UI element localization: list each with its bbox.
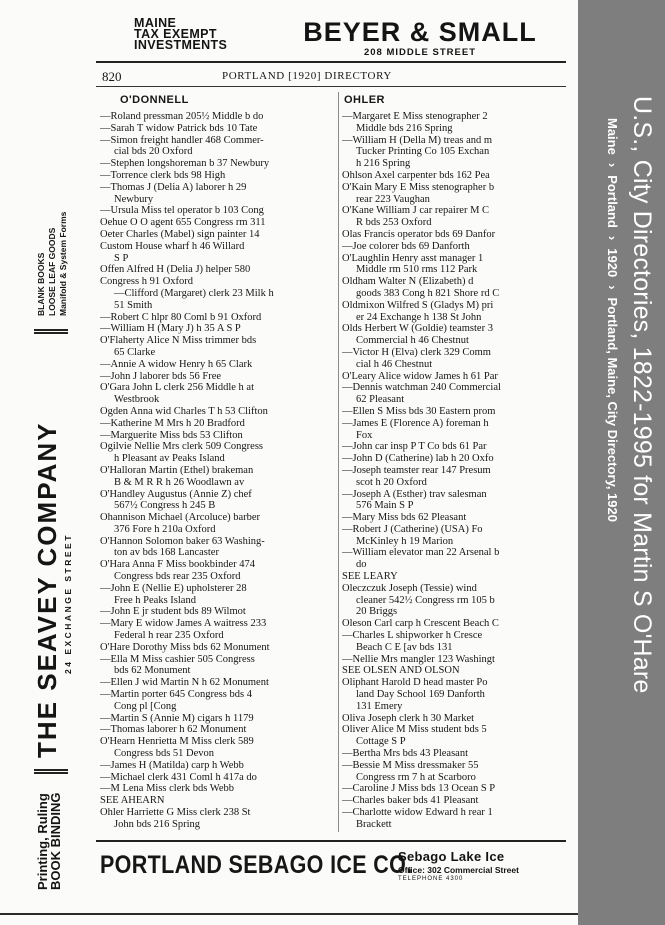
side-advertisement bbox=[28, 90, 88, 890]
directory-entry: Oeter Charles (Mabel) sign painter 14 bbox=[100, 228, 260, 240]
entry-continuation: 20 Briggs bbox=[356, 606, 398, 618]
breadcrumb bbox=[605, 118, 620, 522]
entry-continuation: Newbury bbox=[114, 193, 154, 205]
directory-entry: —Torrence clerk bds 98 High bbox=[100, 169, 226, 181]
directory-entry: Congress h 91 Oxford bbox=[100, 276, 194, 288]
entry-continuation: Commercial h 46 Chestnut bbox=[356, 335, 469, 347]
directory-entry: —William H (Mary J) h 35 A S P bbox=[100, 323, 241, 335]
right-column-entries bbox=[342, 111, 578, 831]
entry-continuation: 576 Main S P bbox=[356, 500, 414, 512]
directory-entry: —James E (Florence A) foreman h bbox=[342, 417, 489, 429]
entry-continuation: Middle rm 510 rms 112 Park bbox=[356, 264, 478, 276]
entry-continuation: Federal h rear 235 Oxford bbox=[114, 630, 224, 642]
directory-entry: —Annie A widow Henry h 65 Clark bbox=[100, 358, 253, 370]
side-ad-line: Manifold & System Forms bbox=[58, 211, 68, 316]
entry-continuation: cial h 46 Chestnut bbox=[356, 358, 433, 370]
directory-entry: Olds Herbert W (Goldie) teamster 3 bbox=[342, 323, 493, 335]
directory-entry: O'Laughlin Henry asst manager 1 bbox=[342, 252, 484, 264]
directory-entry: —Joe colorer bds 69 Danforth bbox=[342, 240, 470, 252]
directory-entry: —John E jr student bds 89 Wilmot bbox=[100, 606, 246, 618]
directory-entry: —Bessie M Miss dressmaker 55 bbox=[342, 759, 479, 771]
entry-continuation: 51 Smith bbox=[114, 299, 153, 311]
directory-entry: —Ellen J wid Martin N h 62 Monument bbox=[100, 677, 269, 689]
record-title: U.S., City Directories, 1822-1995 for Martin S O'Hare bbox=[628, 96, 656, 694]
directory-entry: SEE LEARY bbox=[342, 571, 398, 583]
right-column-heading: OHLER bbox=[344, 94, 385, 106]
entry-continuation: John bds 216 Spring bbox=[114, 818, 201, 830]
side-ad-line: Printing, Ruling bbox=[35, 793, 50, 890]
entry-continuation: land Day School 169 Danforth bbox=[356, 689, 485, 701]
directory-entry: O'Leary Alice widow James h 61 Par bbox=[342, 370, 498, 382]
directory-entry: —Martin porter 645 Congress bds 4 bbox=[100, 689, 252, 701]
entry-continuation: cleaner 542½ Congress rm 105 b bbox=[356, 594, 495, 606]
directory-entry: —William elevator man 22 Arsenal b bbox=[342, 547, 500, 559]
entry-continuation: 376 Fore h 210a Oxford bbox=[114, 523, 216, 535]
directory-entry: —Joseph teamster rear 147 Presum bbox=[342, 464, 491, 476]
entry-continuation: McKinley h 19 Marion bbox=[356, 535, 454, 547]
directory-entry: O'Handley Augustus (Annie Z) chef bbox=[100, 488, 252, 500]
directory-entry: Oliva Joseph clerk h 30 Market bbox=[342, 712, 475, 724]
entry-continuation: S P bbox=[114, 252, 129, 264]
entry-continuation: ton av bds 168 Lancaster bbox=[114, 547, 219, 559]
entry-continuation: Congress rm 7 h at Scarboro bbox=[356, 771, 476, 783]
directory-entry: —John J laborer bds 56 Free bbox=[100, 370, 222, 382]
directory-entry: —Thomas J (Delia A) laborer h 29 bbox=[100, 181, 247, 193]
top-ad-firm bbox=[290, 18, 550, 58]
directory-entry: —Joseph A (Esther) trav salesman bbox=[342, 488, 487, 500]
directory-entry: O'Hare Dorothy Miss bds 62 Monument bbox=[100, 641, 270, 653]
entry-continuation: rear 223 Vaughan bbox=[356, 193, 430, 205]
top-ad-firm-name: BEYER & SMALL bbox=[303, 17, 537, 47]
directory-entry: O'Hara Anna F Miss bookbinder 474 bbox=[100, 559, 256, 571]
directory-entry: Oleson Carl carp h Crescent Beach C bbox=[342, 618, 499, 630]
directory-entry: O'Flaherty Alice N Miss trimmer bds bbox=[100, 335, 257, 347]
page-number: 820 bbox=[102, 69, 122, 84]
entry-continuation: 567½ Congress h 245 B bbox=[114, 500, 216, 512]
directory-entry: Ogden Anna wid Charles T h 53 Clifton bbox=[100, 405, 268, 417]
entry-continuation: Brackett bbox=[356, 818, 392, 830]
bottom-ad-telephone: TELEPHONE 4300 bbox=[398, 876, 464, 882]
directory-entry: —Dennis watchman 240 Commercial bbox=[342, 382, 501, 394]
directory-entry: —Martin S (Annie M) cigars h 1179 bbox=[100, 712, 254, 724]
directory-entry: —Simon freight handler 468 Commer- bbox=[100, 134, 264, 146]
breadcrumb-state[interactable]: Maine bbox=[605, 118, 620, 155]
directory-entry: O'Hannon Solomon baker 63 Washing- bbox=[100, 535, 265, 547]
top-ad-address: 208 MIDDLE STREET bbox=[363, 47, 477, 58]
left-column-entries bbox=[100, 111, 335, 831]
entry-continuation: Congress bds rear 235 Oxford bbox=[114, 571, 241, 583]
directory-entry: —Ella M Miss cashier 505 Congress bbox=[100, 653, 255, 665]
top-ad-rule bbox=[96, 61, 566, 63]
directory-entry: —Katherine M Mrs h 20 Bradford bbox=[100, 417, 245, 429]
directory-entry: Oldmixon Wilfred S (Gladys M) pri bbox=[342, 299, 494, 311]
entry-continuation: er 24 Exchange h 138 St John bbox=[356, 311, 482, 323]
directory-entry: —Roland pressman 205½ Middle b do bbox=[100, 111, 264, 122]
entry-continuation: Middle bds 216 Spring bbox=[356, 122, 453, 134]
bottom-ad-rule bbox=[96, 840, 566, 842]
scan-edge-line bbox=[0, 913, 578, 915]
side-ad-company: THE SEAVEY COMPANY bbox=[32, 421, 62, 758]
directory-entry: Oliphant Harold D head master Po bbox=[342, 677, 488, 689]
directory-entry: —Marguerite Miss bds 53 Clifton bbox=[100, 429, 243, 441]
directory-entry: —Nellie Mrs mangler 123 Washingt bbox=[342, 653, 495, 665]
directory-entry: Ogilvie Nellie Mrs clerk 509 Congress bbox=[100, 441, 264, 453]
bottom-ad-office: Office: 302 Commercial Street bbox=[398, 865, 519, 875]
top-ad-line: INVESTMENTS bbox=[134, 38, 228, 52]
entry-continuation: Westbrook bbox=[114, 394, 160, 406]
top-ad-line: MAINE bbox=[134, 16, 177, 30]
entry-continuation: 131 Emery bbox=[356, 700, 403, 712]
bottom-ad-company: PORTLAND SEBAGO ICE CO. bbox=[100, 851, 413, 879]
directory-entry: O'Kain Mary E Miss stenographer b bbox=[342, 181, 495, 193]
entry-continuation: R bds 253 Oxford bbox=[356, 217, 432, 229]
entry-continuation: 65 Clarke bbox=[114, 346, 156, 358]
header-rule bbox=[96, 86, 566, 87]
directory-entry: SEE AHEARN bbox=[100, 795, 165, 807]
directory-entry: —Michael clerk 431 Coml h 417a do bbox=[100, 771, 257, 783]
directory-entry: —Margaret E Miss stenographer 2 bbox=[342, 111, 488, 122]
directory-entry: —John E (Nellie E) upholsterer 28 bbox=[100, 582, 247, 594]
left-column-heading: O'DONNELL bbox=[120, 94, 189, 106]
breadcrumb-year[interactable]: 1920 bbox=[605, 248, 620, 278]
entry-continuation: Cottage S P bbox=[356, 736, 406, 748]
entry-continuation: 62 Pleasant bbox=[356, 394, 405, 406]
directory-entry: SEE OLSEN AND OLSON bbox=[342, 665, 460, 677]
top-ad-tagline bbox=[134, 18, 249, 51]
directory-entry: —Sarah T widow Patrick bds 10 Tate bbox=[100, 122, 258, 134]
directory-entry: Oliver Alice M Miss student bds 5 bbox=[342, 724, 487, 736]
directory-entry: —James H (Matilda) carp h Webb bbox=[100, 759, 244, 771]
entry-continuation: goods 383 Cong h 821 Shore rd C bbox=[356, 287, 500, 299]
entry-continuation: Fox bbox=[356, 429, 373, 441]
entry-continuation: cial bds 20 Oxford bbox=[114, 146, 193, 158]
side-ad-line: LOOSE LEAF GOODS bbox=[47, 227, 57, 316]
directory-entry: Olas Francis operator bds 69 Danfor bbox=[342, 228, 496, 240]
directory-entry: Ohlson Axel carpenter bds 162 Pea bbox=[342, 169, 490, 181]
side-ad-address: 24 EXCHANGE STREET bbox=[63, 533, 73, 674]
directory-entry: —John car insp P T Co bds 61 Par bbox=[342, 441, 487, 453]
directory-entry: —Caroline J Miss bds 13 Ocean S P bbox=[342, 783, 496, 795]
directory-entry: —Stephen longshoreman b 37 Newbury bbox=[100, 158, 270, 170]
directory-entry: —John D (Catherine) lab h 20 Oxfo bbox=[342, 453, 494, 465]
side-ad-services bbox=[36, 780, 62, 890]
directory-entry: Oehue O O agent 655 Congress rm 311 bbox=[100, 217, 266, 229]
entry-continuation: h Pleasant av Peaks Island bbox=[114, 453, 225, 465]
directory-entry: —Charlotte widow Edward h rear 1 bbox=[342, 807, 493, 819]
directory-entry: —William H (Della M) treas and m bbox=[342, 134, 493, 146]
directory-entry: Ohler Harriette G Miss clerk 238 St bbox=[100, 807, 251, 819]
entry-continuation: scot h 20 Oxford bbox=[356, 476, 427, 488]
entry-continuation: Beach C E [av bds 131 bbox=[356, 641, 453, 653]
directory-entry: Ohannison Michael (Arcoluce) barber bbox=[100, 512, 261, 524]
directory-entry: —Ursula Miss tel operator b 103 Cong bbox=[100, 205, 264, 217]
entry-continuation: Congress bds 51 Devon bbox=[114, 748, 215, 760]
running-head: PORTLAND [1920] DIRECTORY bbox=[222, 70, 392, 82]
entry-continuation: h 216 Spring bbox=[356, 158, 411, 170]
directory-entry: —Ellen S Miss bds 30 Eastern prom bbox=[342, 405, 496, 417]
side-ad-line: BLANK BOOKS bbox=[36, 252, 46, 316]
directory-entry: Oldham Walter N (Elizabeth) d bbox=[342, 276, 474, 288]
directory-entry: O'Hearn Henrietta M Miss clerk 589 bbox=[100, 736, 254, 748]
directory-entry: —Robert J (Catherine) (USA) Fo bbox=[342, 523, 483, 535]
bottom-ad-tagline: Sebago Lake Ice bbox=[398, 849, 505, 864]
column-divider bbox=[338, 92, 339, 832]
breadcrumb-directory[interactable]: Portland, Maine, City Directory, 1920 bbox=[605, 297, 620, 522]
directory-entry: —Charles baker bds 41 Pleasant bbox=[342, 795, 479, 807]
side-ad-separator bbox=[34, 329, 68, 334]
entry-continuation: Free h Peaks Island bbox=[114, 594, 196, 606]
entry-continuation: do bbox=[356, 559, 367, 571]
side-ad-products bbox=[36, 212, 69, 316]
entry-continuation: bds 62 Monument bbox=[114, 665, 191, 677]
bottom-ad-detail bbox=[398, 849, 568, 882]
directory-entry: —M Lena Miss clerk bds Webb bbox=[100, 783, 234, 795]
directory-entry: Offen Alfred H (Delia J) helper 580 bbox=[100, 264, 251, 276]
directory-entry: Custom House wharf h 46 Willard bbox=[100, 240, 245, 252]
entry-continuation: Cong pl [Cong bbox=[114, 700, 177, 712]
page-header bbox=[102, 69, 562, 83]
entry-continuation: B & M R R h 26 Woodlawn av bbox=[114, 476, 245, 488]
directory-entry: O'Gara John L clerk 256 Middle h at bbox=[100, 382, 255, 394]
directory-entry: O'Halloran Martin (Ethel) brakeman bbox=[100, 464, 254, 476]
directory-entry: —Charles L shipworker h Cresce bbox=[342, 630, 483, 642]
directory-entry: Oleczczuk Joseph (Tessie) wind bbox=[342, 582, 477, 594]
directory-entry: —Thomas laborer h 62 Monument bbox=[100, 724, 247, 736]
chevron-right-icon: › bbox=[605, 162, 620, 168]
entry-continuation: —Clifford (Margaret) clerk 23 Milk h bbox=[114, 287, 274, 299]
directory-entry: —Mary E widow James A waitress 233 bbox=[100, 618, 267, 630]
chevron-right-icon: › bbox=[605, 235, 620, 241]
directory-entry: —Victor H (Elva) clerk 329 Comm bbox=[342, 346, 491, 358]
directory-entry: —Bertha Mrs bds 43 Pleasant bbox=[342, 748, 468, 760]
directory-entry: —Robert C hlpr 80 Coml b 91 Oxford bbox=[100, 311, 262, 323]
chevron-right-icon: › bbox=[605, 285, 620, 290]
entry-continuation: Tucker Printing Co 105 Exchan bbox=[356, 146, 490, 158]
breadcrumb-city[interactable]: Portland bbox=[605, 175, 620, 228]
side-ad-separator bbox=[34, 769, 68, 774]
directory-entry: O'Kane William J car repairer M C bbox=[342, 205, 490, 217]
directory-entry: —Mary Miss bds 62 Pleasant bbox=[342, 512, 467, 524]
top-ad-line: TAX EXEMPT bbox=[134, 27, 217, 41]
side-ad-line: BOOK BINDING bbox=[48, 792, 63, 890]
